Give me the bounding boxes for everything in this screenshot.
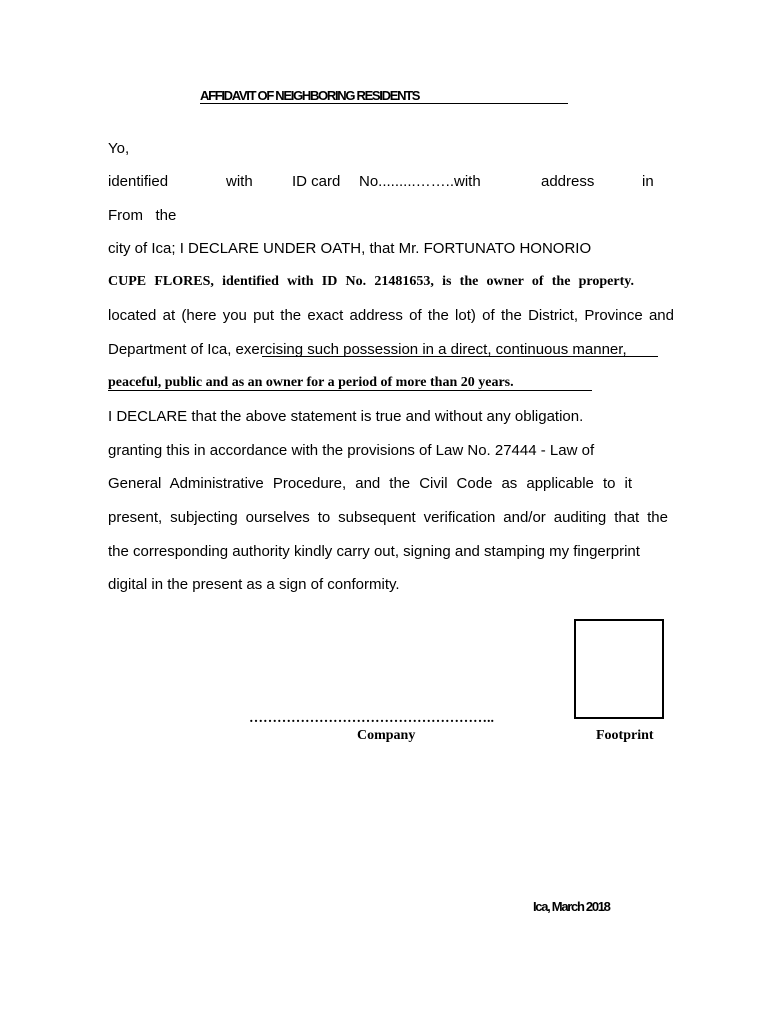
- line-owner-identity: CUPE FLORES, identified with ID No. 21481653, is the owner of the property.: [108, 274, 634, 289]
- line-law: granting this in accordance with the provisions of Law No. 27444 - Law of: [108, 442, 595, 459]
- line-greeting: Yo,: [108, 140, 130, 157]
- signature-line: ……………………………………………..: [249, 711, 494, 726]
- company-label: Company: [357, 728, 416, 743]
- line-declare-oath: city of Ica; I DECLARE UNDER OATH, that Mr. FORTUNATO HONORIO: [108, 240, 592, 257]
- line-address-word: address: [541, 173, 595, 190]
- line-verification: present, subjecting ourselves to subsequent verification and/or auditing that the: [108, 509, 668, 526]
- line-authority: the corresponding authority kindly carry out, signing and stamping my fingerprint: [108, 543, 640, 560]
- line-identified-word: identified: [108, 173, 169, 190]
- line-number-blank: No.........……..with: [359, 173, 481, 190]
- line-peaceful-public: peaceful, public and as an owner for a period of more than 20 years.: [108, 375, 514, 390]
- title-underline: [200, 103, 568, 104]
- document-title: AFFIDAVIT OF NEIGHBORING RESIDENTS: [200, 88, 420, 103]
- line-id-card-word: ID card: [292, 173, 341, 190]
- line-from-the: From the: [108, 207, 177, 224]
- fingerprint-box: [574, 619, 664, 719]
- peaceful-underline: [108, 390, 592, 391]
- footprint-label: Footprint: [596, 728, 654, 743]
- line-conformity: digital in the present as a sign of conformity.: [108, 576, 400, 593]
- line-department: Department of Ica, exercising such possession in a direct, continuous manner,: [108, 341, 627, 358]
- possession-underline: [262, 356, 658, 357]
- place-date: Ica, March 2018: [533, 899, 610, 914]
- line-with-word: with: [226, 173, 253, 190]
- line-procedure: General Administrative Procedure, and the Civil Code as applicable to it: [108, 475, 632, 492]
- line-declare-true: I DECLARE that the above statement is true and without any obligation.: [108, 408, 584, 425]
- line-location: located at (here you put the exact address of the lot) of the District, Province and: [108, 307, 674, 324]
- line-in-word: in: [642, 173, 654, 190]
